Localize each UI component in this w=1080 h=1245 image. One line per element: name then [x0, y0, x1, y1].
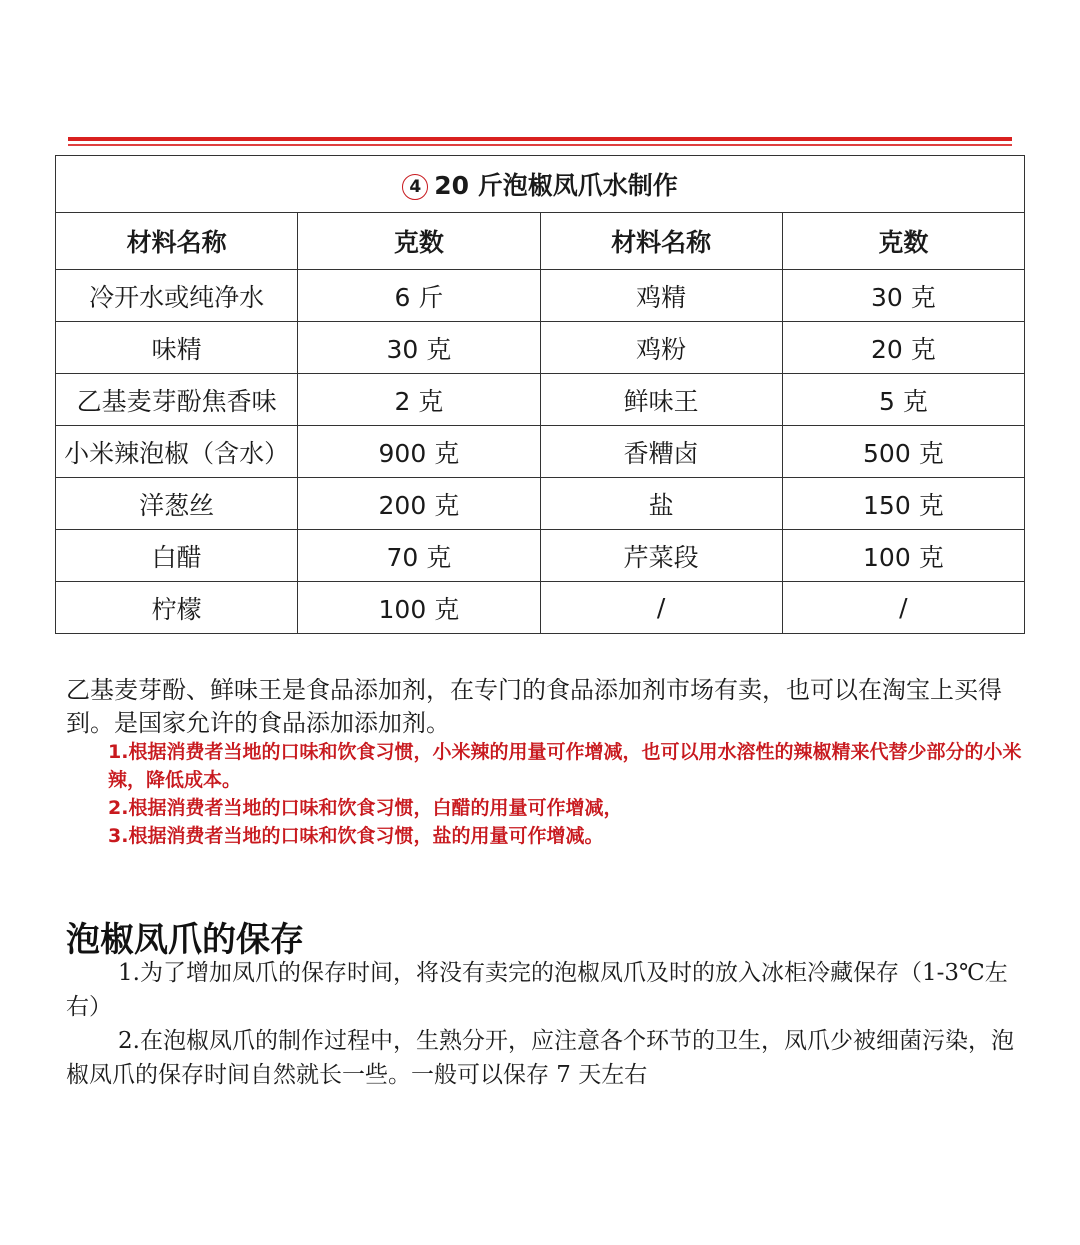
- table-cell: 香糟卤: [540, 426, 782, 478]
- table-cell: /: [540, 582, 782, 634]
- table-row: [56, 270, 1025, 322]
- additive-note: 乙基麦芽酚、鲜味王是食品添加剂，在专门的食品添加剂市场有卖，也可以在淘宝上买得到。是国家允许的食品添加添加剂。: [66, 676, 1002, 737]
- table-cell: /: [782, 582, 1024, 634]
- table-title-row: [56, 156, 1025, 213]
- table-cell: 70 克: [298, 530, 540, 582]
- recipe-table: [55, 155, 1025, 634]
- table-row: [56, 374, 1025, 426]
- header-grams-2: 克数: [782, 213, 1024, 270]
- table-cell: 冷开水或纯净水: [56, 270, 298, 322]
- table-cell: 5 克: [782, 374, 1024, 426]
- table-cell: 30 克: [782, 270, 1024, 322]
- red-note-3: 3.根据消费者当地的口味和饮食习惯，盐的用量可作增减。: [108, 825, 604, 847]
- table-cell: 味精: [56, 322, 298, 374]
- header-material-name: 材料名称: [56, 213, 298, 270]
- table-row: [56, 322, 1025, 374]
- storage-paragraph-2: 2.在泡椒凤爪的制作过程中，生熟分开，应注意各个环节的卫生，凤爪少被细菌污染，泡椒凤爪的保存时间自然就长一些。一般可以保存 7 天左右: [66, 1028, 1014, 1088]
- table-cell: 芹菜段: [540, 530, 782, 582]
- table-row: [56, 478, 1025, 530]
- red-notes: [108, 738, 1028, 850]
- table-cell: 100 克: [298, 582, 540, 634]
- table-cell: 900 克: [298, 426, 540, 478]
- storage-section: [66, 956, 1016, 1092]
- table-row: [56, 530, 1025, 582]
- table-cell: 鸡粉: [540, 322, 782, 374]
- table-header-row: [56, 213, 1025, 270]
- table-cell: 鸡精: [540, 270, 782, 322]
- storage-paragraph-1: 1.为了增加凤爪的保存时间，将没有卖完的泡椒凤爪及时的放入冰柜冷藏保存（1-3℃左右）: [66, 960, 1008, 1020]
- storage-title: 泡椒凤爪的保存: [66, 920, 304, 960]
- red-note-1: 1.根据消费者当地的口味和饮食习惯，小米辣的用量可作增减，也可以用水溶性的辣椒精来代替少部分的小米辣，降低成本。: [108, 741, 1022, 791]
- header-red-rule-thin: [68, 144, 1012, 146]
- table-row: [56, 426, 1025, 478]
- table-cell: 30 克: [298, 322, 540, 374]
- header-material-name-2: 材料名称: [540, 213, 782, 270]
- table-cell: 盐: [540, 478, 782, 530]
- table-cell: 鲜味王: [540, 374, 782, 426]
- table-cell: 500 克: [782, 426, 1024, 478]
- red-note-2: 2.根据消费者当地的口味和饮食习惯，白醋的用量可作增减，: [108, 797, 623, 819]
- header-red-rule: [68, 137, 1012, 141]
- table-title: 20 斤泡椒凤爪水制作: [434, 171, 678, 200]
- table-cell: 柠檬: [56, 582, 298, 634]
- table-cell: 6 斤: [298, 270, 540, 322]
- table-title-cell: [56, 156, 1025, 213]
- table-cell: 200 克: [298, 478, 540, 530]
- table-cell: 2 克: [298, 374, 540, 426]
- table-cell: 白醋: [56, 530, 298, 582]
- table-cell: 150 克: [782, 478, 1024, 530]
- table-cell: 洋葱丝: [56, 478, 298, 530]
- table-row: [56, 582, 1025, 634]
- circled-number: 4: [402, 174, 428, 200]
- header-grams: 克数: [298, 213, 540, 270]
- table-cell: 100 克: [782, 530, 1024, 582]
- table-cell: 20 克: [782, 322, 1024, 374]
- table-cell: 小米辣泡椒（含水）: [56, 426, 298, 478]
- table-cell: 乙基麦芽酚焦香味: [56, 374, 298, 426]
